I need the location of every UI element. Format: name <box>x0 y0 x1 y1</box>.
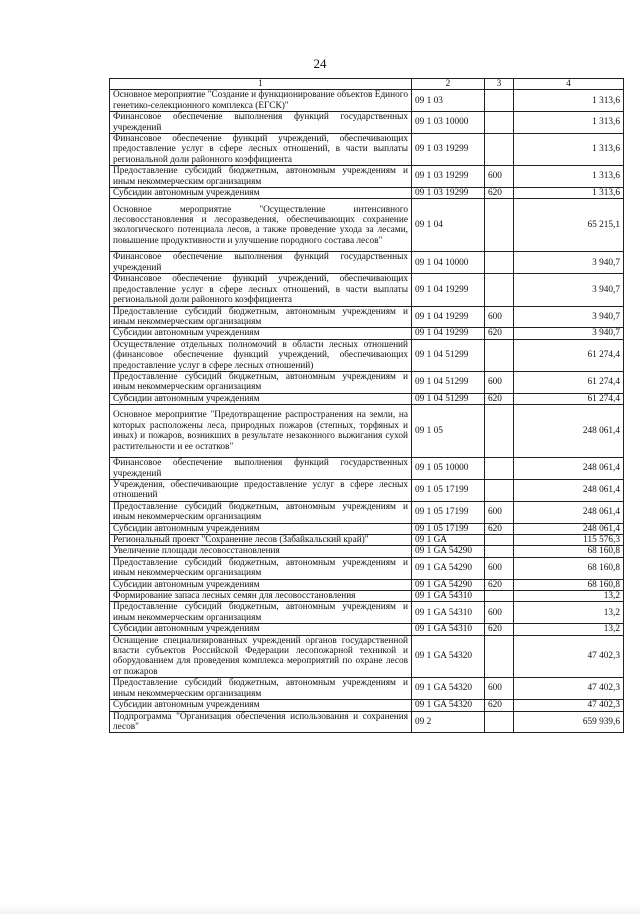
row-vr-cell: 620 <box>485 328 514 339</box>
row-name-cell: Субсидии автономным учреждениям <box>110 523 412 534</box>
row-code-cell: 09 1 05 <box>412 405 485 458</box>
row-name-cell: Основное мероприятие "Осуществление интенсивного лесовосстановления и лесоразведения, обеспечивающих сохранение экологического потенциала лесов, а также проведение ухода за лесами, повышение продуктивности и улучшение породного состава лесов" <box>110 199 412 252</box>
row-code-cell: 09 1 04 <box>412 199 485 252</box>
row-code-cell: 09 1 04 19299 <box>412 274 485 306</box>
table-row <box>110 90 624 112</box>
row-name-cell: Основное мероприятие "Предотвращение распространения на земли, на которых расположены леса, природных пожаров (степных, торфяных и иных) и пожаров, возникших в результате незаконного выжигания сухой растительности и ее остатков" <box>110 405 412 458</box>
row-sum-cell: 248 061,4 <box>514 479 624 501</box>
table-row <box>110 393 624 404</box>
row-name-cell: Предоставление субсидий бюджетным, автономным учреждениям и иным некоммерческим организациям <box>110 306 412 328</box>
row-vr-cell: 620 <box>485 624 514 635</box>
table-row <box>110 602 624 624</box>
row-name-cell: Субсидии автономным учреждениям <box>110 579 412 590</box>
row-code-cell: 09 1 03 <box>412 90 485 112</box>
row-name-cell: Подпрограмма "Организация обеспечения использования и сохранения лесов" <box>110 711 412 733</box>
row-name-cell: Предоставление субсидий бюджетным, автономным учреждениям и иным некоммерческим организациям <box>110 501 412 523</box>
row-code-cell: 09 1 04 51299 <box>412 339 485 371</box>
row-vr-cell: 600 <box>485 371 514 393</box>
row-name-cell: Формирование запаса лесных семян для лесовосстановления <box>110 591 412 602</box>
budget-table <box>109 78 624 733</box>
row-code-cell: 09 1 03 19299 <box>412 134 485 166</box>
table-row <box>110 306 624 328</box>
row-name-cell: Финансовое обеспечение функций учреждений, обеспечивающих предоставление услуг в сфере лесных отношений, в части выплаты региональной доли районного коэффициента <box>110 274 412 306</box>
table-row <box>110 134 624 166</box>
row-code-cell: 09 1 GA 54310 <box>412 624 485 635</box>
row-sum-cell: 248 061,4 <box>514 458 624 480</box>
table-row <box>110 252 624 274</box>
row-name-cell: Предоставление субсидий бюджетным, автономным учреждениям и иным некоммерческим организациям <box>110 371 412 393</box>
table-row <box>110 458 624 480</box>
row-vr-cell: 600 <box>485 557 514 579</box>
table-row <box>110 405 624 458</box>
row-name-cell: Предоставление субсидий бюджетным, автономным учреждениям и иным некоммерческим организациям <box>110 602 412 624</box>
row-code-cell: 09 1 04 51299 <box>412 393 485 404</box>
row-code-cell: 09 1 GA 54310 <box>412 591 485 602</box>
row-vr-cell <box>485 535 514 546</box>
row-vr-cell: 620 <box>485 393 514 404</box>
row-name-cell: Субсидии автономным учреждениям <box>110 393 412 404</box>
row-sum-cell: 248 061,4 <box>514 501 624 523</box>
row-code-cell: 09 1 GA <box>412 535 485 546</box>
row-code-cell: 09 1 05 17199 <box>412 501 485 523</box>
table-row <box>110 371 624 393</box>
row-vr-cell: 600 <box>485 678 514 700</box>
row-sum-cell: 61 274,4 <box>514 393 624 404</box>
row-name-cell: Финансовое обеспечение выполнения функций государственных учреждений <box>110 252 412 274</box>
row-sum-cell: 3 940,7 <box>514 252 624 274</box>
row-name-cell: Субсидии автономным учреждениям <box>110 328 412 339</box>
header-cell-sum: 4 <box>514 79 624 90</box>
row-name-cell: Субсидии автономным учреждениям <box>110 700 412 711</box>
row-vr-cell <box>485 339 514 371</box>
table-row <box>110 501 624 523</box>
row-sum-cell: 3 940,7 <box>514 306 624 328</box>
row-code-cell: 09 1 GA 54310 <box>412 602 485 624</box>
table-row <box>110 523 624 534</box>
row-vr-cell <box>485 274 514 306</box>
table-row <box>110 635 624 678</box>
row-name-cell: Финансовое обеспечение функций учреждений, обеспечивающих предоставление услуг в сфере лесных отношений, в части выплаты региональной доли районного коэффициента <box>110 134 412 166</box>
table-row <box>110 166 624 188</box>
table-row <box>110 700 624 711</box>
row-name-cell: Предоставление субсидий бюджетным, автономным учреждениям и иным некоммерческим организациям <box>110 166 412 188</box>
row-sum-cell: 13,2 <box>514 591 624 602</box>
row-sum-cell: 659 939,6 <box>514 711 624 733</box>
row-sum-cell: 3 940,7 <box>514 274 624 306</box>
row-sum-cell: 68 160,8 <box>514 546 624 557</box>
page-number: 24 <box>313 56 327 71</box>
row-sum-cell: 61 274,4 <box>514 339 624 371</box>
row-sum-cell: 248 061,4 <box>514 405 624 458</box>
row-sum-cell: 47 402,3 <box>514 700 624 711</box>
row-name-cell: Осуществление отдельных полномочий в области лесных отношений (финансовое обеспечение функций учреждений, обеспечивающих предоставление услуг в сфере лесных отношений) <box>110 339 412 371</box>
row-code-cell: 09 1 GA 54320 <box>412 678 485 700</box>
table-row <box>110 479 624 501</box>
table-row <box>110 579 624 590</box>
table-header-row <box>110 79 624 90</box>
row-sum-cell: 3 940,7 <box>514 328 624 339</box>
row-code-cell: 09 1 GA 54320 <box>412 700 485 711</box>
row-vr-cell <box>485 546 514 557</box>
row-sum-cell: 65 215,1 <box>514 199 624 252</box>
header-cell-name: 1 <box>110 79 412 90</box>
row-code-cell: 09 1 GA 54290 <box>412 579 485 590</box>
row-name-cell: Увеличение площади лесовосстановления <box>110 546 412 557</box>
table-row <box>110 274 624 306</box>
table-row <box>110 199 624 252</box>
table-row <box>110 711 624 733</box>
row-vr-cell: 600 <box>485 602 514 624</box>
row-code-cell: 09 1 05 10000 <box>412 458 485 480</box>
row-code-cell: 09 1 03 19299 <box>412 166 485 188</box>
row-code-cell: 09 1 04 51299 <box>412 371 485 393</box>
row-vr-cell <box>485 199 514 252</box>
table-row <box>110 678 624 700</box>
row-vr-cell: 620 <box>485 523 514 534</box>
row-vr-cell: 620 <box>485 700 514 711</box>
row-name-cell: Основное мероприятие "Создание и функционирование объектов Единого генетико-селекционного комплекса (ЕГСК)" <box>110 90 412 112</box>
row-vr-cell: 620 <box>485 188 514 199</box>
table-row <box>110 339 624 371</box>
row-name-cell: Предоставление субсидий бюджетным, автономным учреждениям и иным некоммерческим организациям <box>110 678 412 700</box>
header-cell-code: 2 <box>412 79 485 90</box>
row-code-cell: 09 1 GA 54320 <box>412 635 485 678</box>
table-row <box>110 328 624 339</box>
row-name-cell: Учреждения, обеспечивающие предоставление услуг в сфере лесных отношений <box>110 479 412 501</box>
row-name-cell: Субсидии автономным учреждениям <box>110 624 412 635</box>
row-vr-cell <box>485 711 514 733</box>
row-vr-cell <box>485 405 514 458</box>
row-name-cell: Региональный проект "Сохранение лесов (Забайкальский край)" <box>110 535 412 546</box>
row-sum-cell: 1 313,6 <box>514 112 624 134</box>
table-row <box>110 624 624 635</box>
row-sum-cell: 115 576,3 <box>514 535 624 546</box>
row-vr-cell <box>485 134 514 166</box>
row-code-cell: 09 1 05 17199 <box>412 523 485 534</box>
table-row <box>110 188 624 199</box>
row-sum-cell: 47 402,3 <box>514 635 624 678</box>
row-sum-cell: 1 313,6 <box>514 166 624 188</box>
row-vr-cell: 600 <box>485 166 514 188</box>
budget-table-body <box>110 79 624 733</box>
row-name-cell: Финансовое обеспечение выполнения функций государственных учреждений <box>110 458 412 480</box>
row-vr-cell <box>485 112 514 134</box>
row-code-cell: 09 1 04 19299 <box>412 306 485 328</box>
table-row <box>110 591 624 602</box>
row-vr-cell <box>485 635 514 678</box>
row-sum-cell: 1 313,6 <box>514 188 624 199</box>
header-cell-vr: 3 <box>485 79 514 90</box>
row-code-cell: 09 1 GA 54290 <box>412 546 485 557</box>
row-vr-cell <box>485 458 514 480</box>
row-code-cell: 09 1 03 10000 <box>412 112 485 134</box>
row-name-cell: Оснащение специализированных учреждений органов государственной власти субъектов Российской Федерации лесопожарной техникой и оборудованием для проведения комплекса мероприятий по охране лесов от пожаров <box>110 635 412 678</box>
row-code-cell: 09 1 04 10000 <box>412 252 485 274</box>
row-sum-cell: 248 061,4 <box>514 523 624 534</box>
row-vr-cell: 600 <box>485 501 514 523</box>
table-row <box>110 546 624 557</box>
row-sum-cell: 1 313,6 <box>514 134 624 166</box>
row-code-cell: 09 2 <box>412 711 485 733</box>
row-vr-cell: 600 <box>485 306 514 328</box>
row-vr-cell <box>485 591 514 602</box>
table-row <box>110 535 624 546</box>
row-vr-cell <box>485 479 514 501</box>
row-sum-cell: 47 402,3 <box>514 678 624 700</box>
row-name-cell: Субсидии автономным учреждениям <box>110 188 412 199</box>
row-sum-cell: 68 160,8 <box>514 579 624 590</box>
row-vr-cell: 620 <box>485 579 514 590</box>
row-code-cell: 09 1 05 17199 <box>412 479 485 501</box>
row-vr-cell <box>485 252 514 274</box>
table-row <box>110 557 624 579</box>
row-code-cell: 09 1 03 19299 <box>412 188 485 199</box>
row-code-cell: 09 1 04 19299 <box>412 328 485 339</box>
row-sum-cell: 13,2 <box>514 624 624 635</box>
row-sum-cell: 61 274,4 <box>514 371 624 393</box>
row-name-cell: Предоставление субсидий бюджетным, автономным учреждениям и иным некоммерческим организациям <box>110 557 412 579</box>
row-vr-cell <box>485 90 514 112</box>
scan-edge <box>0 904 640 914</box>
row-sum-cell: 13,2 <box>514 602 624 624</box>
row-sum-cell: 1 313,6 <box>514 90 624 112</box>
table-row <box>110 112 624 134</box>
row-code-cell: 09 1 GA 54290 <box>412 557 485 579</box>
row-sum-cell: 68 160,8 <box>514 557 624 579</box>
row-name-cell: Финансовое обеспечение выполнения функций государственных учреждений <box>110 112 412 134</box>
